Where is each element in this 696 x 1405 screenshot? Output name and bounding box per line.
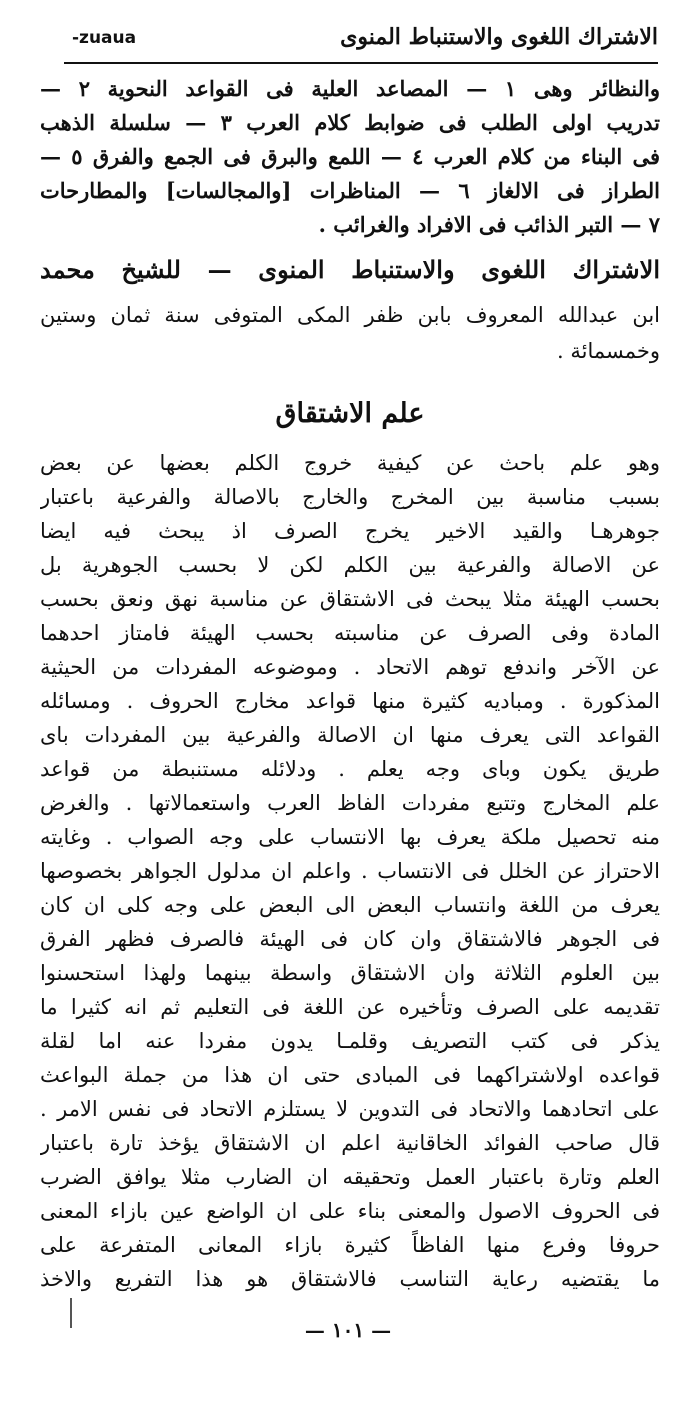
body-line: حروفا وفرع منها الفاظاً كثيرة بازاء المعانى المتفرعة على [40, 1233, 660, 1257]
body-line: بسبب مناسبة بين المخرج والخارج بالاصالة والفرعية باعتبار [40, 485, 660, 509]
body-line: عن الاصالة والفرعية بين الكلم لكن لا بحسب الجوهرية بل [40, 553, 660, 577]
body-line: منه تحصيل ملكة يعرف بها الانتساب على وجه الصواب . وغايته [40, 825, 660, 849]
text-line: فى البناء من كلام العرب ٤ — اللمع والبرق فى الجمع والفرق ٥ — [40, 144, 660, 169]
running-header [64, 22, 658, 64]
body-line: وهو علم باحث عن كيفية خروج الكلم بعضها عن بعض [40, 451, 660, 475]
body-line: المذكورة . ومباديه كثيرة منها قواعد مخارج الحروف . ومسائله [40, 689, 660, 713]
body-line: قال صاحب الفوائد الخاقانية اعلم ان الاشتقاق يؤخذ تارة باعتبار [40, 1131, 660, 1155]
page-number: — ١٠١ — [304, 1318, 392, 1342]
body-line: جوهرهـا والقيد الاخير يخرج الصرف اذ يبحث فيه ايضا [40, 519, 660, 543]
body-line: طريق يكون وباى وجه يعلم . ودلائله مستنبطة من قواعد [40, 757, 660, 781]
body-line: قواعده اولاشتراكهما فى المبادى حتى ان هذا من جملة البواعث [40, 1063, 660, 1087]
body-line: بين العلوم الثلاثة وان الاشتقاق واسطة بينهما ولهذا استحسنوا [40, 961, 660, 985]
body-line: علم المخارج وتتبع مفردات الفاظ العرب واستعمالاتها . والغرض [40, 791, 660, 815]
body-line: على اتحادهما والاتحاد فى التدوين لا يستلزم الاتحاد فى نفس الامر . [40, 1097, 660, 1121]
text-line: ابن عبدالله المعروف بابن ظفر المكى المتوفى سنة ثمان وستين [40, 303, 660, 327]
text-line: ٧ — التبر الذائب فى الافراد والغرائب . [318, 212, 660, 237]
text-line: والنظائر وهى ١ — المصاعد العلية فى القواعد النحوية ٢ — [40, 76, 660, 101]
body-line: العلم وتارة باعتبار العمل وتحقيقه ان الضارب مثلا يوافق الضرب [40, 1165, 660, 1189]
running-header-title: الاشتراك اللغوى والاستنباط المنوى [340, 24, 658, 50]
body-line: فى الحروف الاصول والمعنى بناء على ان الواضع عين بازاء المعنى [40, 1199, 660, 1223]
body-line: بحسب الهيئة مثلا يبحث فى الاشتقاق عن مناسبة نهق ونعق بحسب [40, 587, 660, 611]
body-line: القواعد التى يعرف منها ان الاصالة والفرعية بين المفردات باى [40, 723, 660, 747]
body-line: عن الآخر واندفع توهم الاتحاد . وموضوعه المفردات من الحيثية [40, 655, 660, 679]
body-line: يعرف من اللغة وانتساب البعض الى البعض على وجه كلى ان كان [40, 893, 660, 917]
section-title: علم الاشتقاق [275, 398, 425, 429]
body-line: المادة وفى الصرف عن مناسبته بحسب الهيئة فامتاز احدهما [40, 621, 660, 645]
entry-heading: الاشتراك اللغوى والاستنباط المنوى — للشيخ محمد [40, 255, 660, 284]
body-line: ما يقتضيه رعاية التناسب فالاشتقاق هو هذا التفريع والاخذ [40, 1267, 660, 1291]
text-line: الطراز فى الالغاز ٦ — المناظرات [والمجالسات] والمطارحات [40, 178, 660, 203]
body-line: الاحتراز عن الخلل فى الانتساب . واعلم ان مدلول الجواهر بخصوصها [40, 859, 660, 883]
body-line: يذكر فى كتب التصريف وقلمـا يدون مفردا عنه اما لقلة [40, 1029, 660, 1053]
text-line: وخمسمائة . [557, 339, 660, 363]
body-line: فى الجوهر فالاشتقاق وان كان فى الهيئة فالصرف فظهر الفرق [40, 927, 660, 951]
running-header-left-text: -zuaua [72, 28, 137, 48]
text-line: تدريب اولى الطلب فى ضوابط كلام العرب ٣ — سلسلة الذهب [40, 110, 660, 135]
body-line: تقديمه على الصرف وتأخيره عن اللغة فى التعليم ثم انه كثيرا ما [40, 995, 660, 1019]
